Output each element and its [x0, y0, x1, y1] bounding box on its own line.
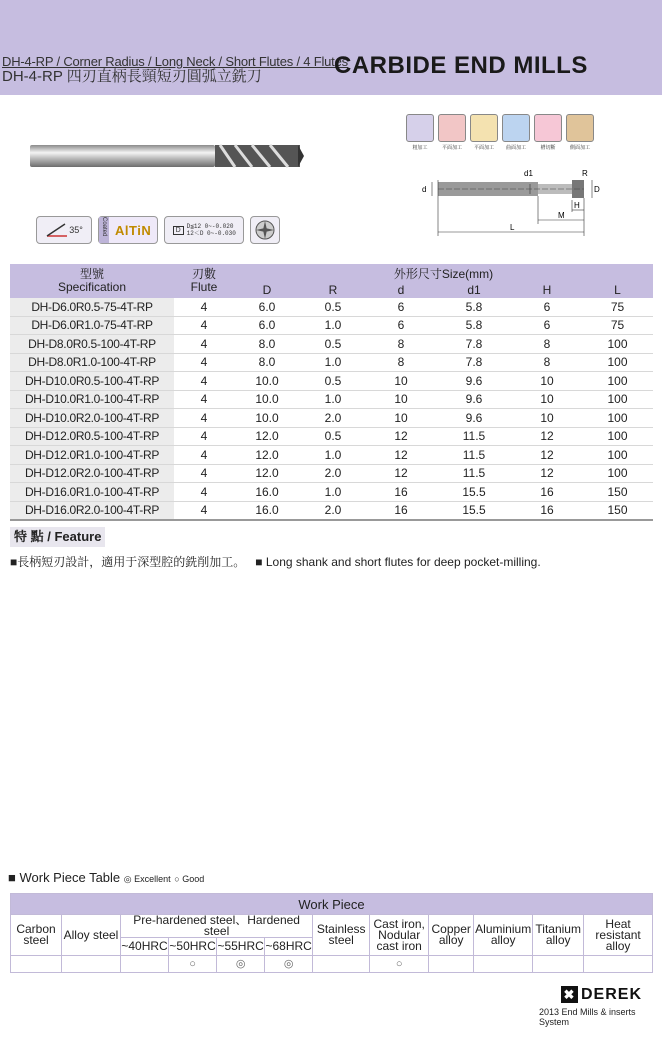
- spec-header-cn: 型號: [79, 267, 104, 281]
- cell-D: 12.0: [234, 427, 300, 446]
- cell-d: 8: [366, 353, 436, 372]
- end-mill-illustration: [30, 142, 305, 170]
- wp-titanium: Titanium alloy: [533, 915, 584, 956]
- four-flute-icon: [254, 219, 276, 241]
- cell-L: 150: [582, 501, 653, 520]
- table-row: [10, 483, 653, 502]
- table-row: [10, 353, 653, 372]
- cell-R: 2.0: [300, 464, 366, 483]
- col-header-D: D: [234, 283, 300, 298]
- feature-title: 特 點 / Feature: [10, 527, 105, 547]
- cell-d1: 5.8: [436, 298, 512, 316]
- dim-label-m: M: [558, 211, 565, 220]
- dim-label-r: R: [582, 169, 588, 178]
- tolerance-badge: [164, 216, 244, 244]
- app-icon-swatch: [566, 114, 594, 142]
- table-row: [10, 298, 653, 316]
- coated-label: Coated: [99, 217, 109, 243]
- app-icon-swatch: [534, 114, 562, 142]
- cell-L: 100: [582, 446, 653, 465]
- cell-D: 8.0: [234, 353, 300, 372]
- cell-flute: 4: [174, 409, 234, 428]
- cell-D: 16.0: [234, 483, 300, 502]
- cell-H: 10: [512, 390, 582, 409]
- app-icon-swatch: [502, 114, 530, 142]
- work-piece-ratings-row: [11, 956, 653, 973]
- tolerance-text: [187, 223, 236, 237]
- spec-table-body: [10, 298, 653, 520]
- rating-cell: [11, 956, 62, 973]
- cell-flute: 4: [174, 501, 234, 520]
- application-icons: [406, 114, 594, 151]
- cell-flute: 4: [174, 316, 234, 335]
- cell-H: 12: [512, 427, 582, 446]
- cell-H: 12: [512, 464, 582, 483]
- rating-cell: [474, 956, 533, 973]
- wp-hrc-68: ~68HRC: [265, 938, 313, 956]
- cell-flute: 4: [174, 390, 234, 409]
- wp-copper: Copper alloy: [429, 915, 474, 956]
- table-row: [10, 409, 653, 428]
- surface-milling-icon: [502, 114, 530, 151]
- dim-label-d: d: [422, 185, 427, 194]
- flute-count-badge: [250, 216, 280, 244]
- col-header-H: H: [512, 283, 582, 298]
- cell-R: 2.0: [300, 501, 366, 520]
- cell-d: 10: [366, 372, 436, 391]
- feature-text-en: ■ Long shank and short flutes for deep pocket-milling.: [255, 555, 541, 569]
- spec-cell: DH-D8.0R1.0-100-4T-RP: [10, 353, 174, 372]
- cell-R: 1.0: [300, 483, 366, 502]
- cell-d: 6: [366, 298, 436, 316]
- rough-milling-icon: [406, 114, 434, 151]
- cell-H: 16: [512, 501, 582, 520]
- col-header-spec: [10, 264, 174, 298]
- cell-d: 10: [366, 390, 436, 409]
- wp-heat-resistant: Heat resistant alloy: [584, 915, 653, 956]
- page-subtitle-cn: DH-4-RP 四刃直柄長頸短刃圓弧立銑刀: [2, 68, 262, 85]
- cell-d: 12: [366, 446, 436, 465]
- rating-cell: [584, 956, 653, 973]
- spec-cell: DH-D8.0R0.5-100-4T-RP: [10, 335, 174, 354]
- spec-cell: DH-D10.0R2.0-100-4T-RP: [10, 409, 174, 428]
- cell-flute: 4: [174, 372, 234, 391]
- table-row: [10, 372, 653, 391]
- derek-logo-icon: ✖: [561, 986, 578, 1003]
- cell-D: 8.0: [234, 335, 300, 354]
- cell-d: 12: [366, 464, 436, 483]
- work-piece-title-text: Work Piece Table: [19, 870, 121, 885]
- cell-H: 10: [512, 409, 582, 428]
- cell-L: 75: [582, 298, 653, 316]
- rating-cell: [62, 956, 121, 973]
- cell-R: 1.0: [300, 390, 366, 409]
- spec-cell: DH-D12.0R1.0-100-4T-RP: [10, 446, 174, 465]
- feature-text-cn: ■長柄短刃設計，適用于深型腔的銑削加工。: [10, 555, 246, 569]
- page-subtitle: DH-4-RP / Corner Radius / Long Neck / Short Flutes / 4 Flutes: [2, 54, 348, 69]
- cell-d1: 15.5: [436, 501, 512, 520]
- spec-cell: DH-D16.0R1.0-100-4T-RP: [10, 483, 174, 502]
- spec-cell: DH-D10.0R0.5-100-4T-RP: [10, 372, 174, 391]
- rating-cell: [533, 956, 584, 973]
- cell-d: 16: [366, 501, 436, 520]
- cell-d1: 11.5: [436, 446, 512, 465]
- rating-cell: ○: [169, 956, 217, 973]
- cell-d: 12: [366, 427, 436, 446]
- cell-d: 16: [366, 483, 436, 502]
- rating-cell: ◎: [217, 956, 265, 973]
- wp-aluminium: Aluminium alloy: [474, 915, 533, 956]
- app-label: 平面加工: [473, 145, 494, 151]
- cell-d: 6: [366, 316, 436, 335]
- dimension-drawing: [420, 166, 600, 238]
- cell-d1: 5.8: [436, 316, 512, 335]
- table-row: [10, 446, 653, 465]
- app-icon-swatch: [470, 114, 498, 142]
- cell-R: 0.5: [300, 335, 366, 354]
- cell-flute: 4: [174, 464, 234, 483]
- dim-label-D: D: [594, 185, 600, 194]
- spec-cell: DH-D6.0R1.0-75-4T-RP: [10, 316, 174, 335]
- col-header-size: 外形尺寸Size(mm): [234, 264, 653, 283]
- cell-L: 100: [582, 390, 653, 409]
- cell-D: 10.0: [234, 409, 300, 428]
- cell-D: 10.0: [234, 390, 300, 409]
- dim-label-d1: d1: [524, 169, 533, 178]
- tool-badges: [36, 216, 280, 244]
- cell-L: 100: [582, 353, 653, 372]
- rating-cell: [313, 956, 370, 973]
- cell-D: 6.0: [234, 298, 300, 316]
- footer-note: 2013 End Mills & inserts System: [539, 1007, 636, 1027]
- col-header-R: R: [300, 283, 366, 298]
- wp-carbon-steel: Carbon steel: [11, 915, 62, 956]
- cell-R: 1.0: [300, 446, 366, 465]
- dim-label-l: L: [510, 223, 515, 232]
- helix-angle-value: 35°: [69, 225, 83, 235]
- cell-flute: 4: [174, 427, 234, 446]
- app-label: 槽切斷: [540, 145, 556, 151]
- cell-H: 16: [512, 483, 582, 502]
- cell-L: 100: [582, 464, 653, 483]
- spec-cell: DH-D16.0R2.0-100-4T-RP: [10, 501, 174, 520]
- helix-angle-icon: [45, 222, 69, 238]
- col-header-L: L: [582, 283, 653, 298]
- diameter-icon: D: [173, 226, 184, 235]
- face-milling-icon: [470, 114, 498, 151]
- cell-d1: 15.5: [436, 483, 512, 502]
- cell-D: 10.0: [234, 372, 300, 391]
- table-row: [10, 501, 653, 520]
- cell-H: 6: [512, 298, 582, 316]
- cell-d1: 7.8: [436, 335, 512, 354]
- app-label: 平面加工: [441, 145, 462, 151]
- wp-hrc-55: ~55HRC: [217, 938, 265, 956]
- rating-cell: ○: [370, 956, 429, 973]
- feature-title-cn: 特 點: [14, 529, 44, 544]
- wp-hardened-steel: Pre-hardened steel、Hardened steel: [121, 915, 313, 938]
- col-header-d: d: [366, 283, 436, 298]
- cell-R: 0.5: [300, 427, 366, 446]
- rating-cell: [121, 956, 169, 973]
- cell-R: 1.0: [300, 353, 366, 372]
- cell-flute: 4: [174, 446, 234, 465]
- cell-d1: 7.8: [436, 353, 512, 372]
- feature-title-en: Feature: [54, 529, 102, 544]
- cell-H: 8: [512, 335, 582, 354]
- cell-d1: 9.6: [436, 409, 512, 428]
- spec-cell: DH-D10.0R1.0-100-4T-RP: [10, 390, 174, 409]
- cell-d1: 9.6: [436, 372, 512, 391]
- table-row: [10, 427, 653, 446]
- col-header-flute: [174, 264, 234, 298]
- table-row: [10, 464, 653, 483]
- spec-cell: DH-D12.0R2.0-100-4T-RP: [10, 464, 174, 483]
- spec-cell: DH-D12.0R0.5-100-4T-RP: [10, 427, 174, 446]
- cell-H: 6: [512, 316, 582, 335]
- cell-d: 8: [366, 335, 436, 354]
- rating-cell: ◎: [265, 956, 313, 973]
- cell-flute: 4: [174, 353, 234, 372]
- coating-badge: [98, 216, 158, 244]
- cell-R: 0.5: [300, 372, 366, 391]
- cell-L: 100: [582, 335, 653, 354]
- wp-stainless: Stainless steel: [313, 915, 370, 956]
- col-header-d1: d1: [436, 283, 512, 298]
- cell-d: 10: [366, 409, 436, 428]
- wp-hrc-50: ~50HRC: [169, 938, 217, 956]
- wp-alloy-steel: Alloy steel: [62, 915, 121, 956]
- cell-L: 75: [582, 316, 653, 335]
- app-icon-swatch: [438, 114, 466, 142]
- cell-d1: 11.5: [436, 427, 512, 446]
- cell-R: 2.0: [300, 409, 366, 428]
- face-milling-icon: [438, 114, 466, 151]
- spec-table: [10, 264, 653, 521]
- flute-header-en: Flute: [190, 280, 218, 294]
- brand-logo: [561, 986, 642, 1004]
- cell-R: 1.0: [300, 316, 366, 335]
- dim-label-h: H: [574, 201, 580, 210]
- cell-D: 12.0: [234, 446, 300, 465]
- flute-header-cn: 刃數: [191, 267, 216, 281]
- cell-D: 6.0: [234, 316, 300, 335]
- cell-H: 8: [512, 353, 582, 372]
- table-row: [10, 316, 653, 335]
- cell-D: 12.0: [234, 464, 300, 483]
- spec-header-en: Specification: [57, 280, 127, 294]
- app-label: 側面加工: [569, 145, 590, 151]
- cell-flute: 4: [174, 298, 234, 316]
- feature-text: [10, 553, 541, 570]
- tolerance-line-2: 12＜D 0~-0.030: [186, 230, 236, 237]
- app-icon-swatch: [406, 114, 434, 142]
- helix-angle-badge: [36, 216, 92, 244]
- wp-hrc-40: ~40HRC: [121, 938, 169, 956]
- app-label: 曲面加工: [505, 145, 526, 151]
- slotting-icon: [534, 114, 562, 151]
- tolerance-line-1: D≦12 0~-0.020: [186, 223, 234, 230]
- cell-L: 150: [582, 483, 653, 502]
- table-row: [10, 390, 653, 409]
- cell-H: 10: [512, 372, 582, 391]
- cell-d1: 9.6: [436, 390, 512, 409]
- brand-name: DEREK: [581, 986, 643, 1003]
- cell-R: 0.5: [300, 298, 366, 316]
- cell-d1: 11.5: [436, 464, 512, 483]
- cell-L: 100: [582, 372, 653, 391]
- cell-flute: 4: [174, 335, 234, 354]
- work-piece-header: Work Piece: [11, 894, 653, 915]
- spec-cell: DH-D6.0R0.5-75-4T-RP: [10, 298, 174, 316]
- rating-cell: [429, 956, 474, 973]
- cell-L: 100: [582, 409, 653, 428]
- page-title: CARBIDE END MILLS: [334, 52, 588, 79]
- coating-name: AlTiN: [115, 222, 152, 238]
- cell-D: 16.0: [234, 501, 300, 520]
- cell-flute: 4: [174, 483, 234, 502]
- side-milling-icon: [566, 114, 594, 151]
- cell-L: 100: [582, 427, 653, 446]
- app-label: 粗加工: [412, 145, 428, 151]
- work-piece-table: [10, 893, 653, 973]
- table-row: [10, 335, 653, 354]
- work-piece-section-title: ■ Work Piece Table ◎ Excellent ○ Good: [8, 870, 205, 885]
- legend-good: ○ Good: [174, 874, 205, 884]
- cell-H: 12: [512, 446, 582, 465]
- legend-excellent: ◎ Excellent: [123, 874, 171, 884]
- wp-cast-iron: Cast iron, Nodular cast iron: [370, 915, 429, 956]
